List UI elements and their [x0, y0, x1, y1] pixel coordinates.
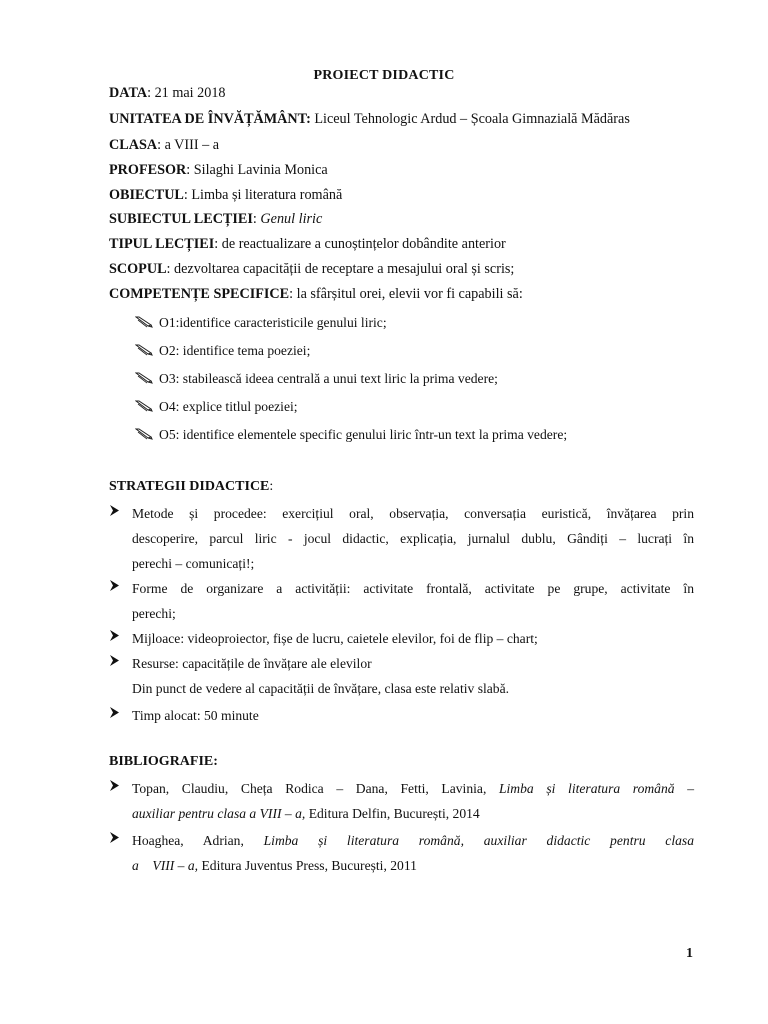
field-data-value: : 21 mai 2018: [147, 85, 226, 101]
objective-text: O5: identifice elementele specific genului liric într-un text la prima vedere;: [159, 427, 568, 442]
ref1-publisher: Editura Delfin, București, 2014: [305, 806, 480, 821]
bullet-timp: [109, 703, 694, 728]
metode-line: perechi – comunicați!;: [132, 556, 255, 571]
field-profesor-value: : Silaghi Lavinia Monica: [186, 162, 328, 178]
ref2-authors: Hoaghea, Adrian,: [132, 833, 264, 848]
field-tipul-label: TIPUL LECȚIEI: [109, 236, 215, 252]
objective-item: [135, 371, 498, 387]
bullet-resurse: [109, 651, 694, 701]
strategii-colon: :: [269, 479, 274, 494]
arrowhead-bullet-icon: [109, 655, 120, 666]
page-number: 1: [686, 946, 693, 961]
mijloace-line: Mijloace: videoproiector, fișe de lucru, caietele elevilor, foi de flip – chart;: [132, 631, 538, 646]
bibliography-line: [132, 853, 694, 878]
objective-item: [135, 399, 298, 415]
pencil-icon: [135, 372, 153, 384]
arrowhead-bullet-icon: [109, 580, 120, 591]
pencil-icon: [135, 400, 153, 412]
arrowhead-bullet-icon: [109, 780, 120, 791]
ref1-authors: Topan, Claudiu, Cheța Rodica – Dana, Fetti, Lavinia,: [132, 781, 499, 796]
objective-text: O3: stabilească ideea centrală a unui text liric la prima vedere;: [159, 371, 498, 386]
field-clasa-label: CLASA: [109, 137, 158, 153]
bibliography-line: [132, 801, 694, 826]
field-subiect-value: Genul liric: [260, 211, 323, 227]
field-clasa: [109, 137, 219, 154]
metode-line: descoperire, parcul liric - jocul didactic, explicația, jurnalul dublu, Gândiți – lucrați în: [132, 531, 694, 546]
field-obiectul-label: OBIECTUL: [109, 187, 184, 203]
field-subiect-sep: :: [252, 211, 261, 227]
field-tipul-value: : de reactualizare a cunoștințelor dobândite anterior: [214, 236, 506, 252]
ref2-publisher: Editura Juventus Press, București, 2011: [198, 858, 417, 873]
arrowhead-bullet-icon: [109, 707, 120, 718]
field-unitate-label: UNITATEA DE ÎNVĂȚĂMÂNT:: [109, 111, 311, 127]
field-unitate: [109, 111, 630, 128]
field-competente: [109, 286, 523, 303]
ref2-title-cont: a VIII – a,: [132, 858, 199, 873]
ref2-title: Limba și literatura română, auxiliar didactic pentru clasa: [263, 833, 694, 848]
field-profesor-label: PROFESOR: [109, 162, 187, 178]
ref1-title-cont: auxiliar pentru clasa a VIII – a,: [132, 806, 306, 821]
strategii-heading: STRATEGII DIDACTICE: [109, 479, 270, 494]
field-unitate-value: Liceul Tehnologic Ardud – Școala Gimnazială Mădăras: [310, 111, 630, 127]
objective-text: O1:identifice caracteristicile genului liric;: [159, 315, 387, 330]
ref1-title: Limba și literatura română –: [498, 781, 694, 796]
bibliography-entry: [109, 828, 694, 878]
field-obiectul: [109, 187, 342, 204]
field-competente-label: COMPETENȚE SPECIFICE: [109, 286, 290, 302]
arrowhead-bullet-icon: [109, 832, 120, 843]
pencil-icon: [135, 344, 153, 356]
field-scopul-value: : dezvoltarea capacității de receptare a mesajului oral și scris;: [166, 261, 515, 277]
resurse-line: Resurse: capacitățile de învățare ale elevilor: [132, 656, 372, 671]
field-scopul-label: SCOPUL: [109, 261, 167, 277]
bullet-metode: [109, 501, 694, 576]
field-clasa-value: : a VIII – a: [157, 137, 220, 153]
section-heading-bibliografie: BIBLIOGRAFIE:: [109, 754, 218, 769]
objective-item: [135, 343, 310, 359]
field-competente-value: : la sfârșitul orei, elevii vor fi capabili să:: [289, 286, 523, 302]
bibliography-line: [132, 776, 694, 801]
arrowhead-bullet-icon: [109, 505, 120, 516]
field-scopul: [109, 261, 514, 278]
field-subiect: [109, 211, 322, 228]
field-tipul: [109, 236, 506, 253]
forme-line: perechi;: [132, 606, 176, 621]
pencil-icon: [135, 428, 153, 440]
bibliography-line: [132, 828, 694, 853]
bibliography-entry: [109, 776, 694, 826]
arrowhead-bullet-icon: [109, 630, 120, 641]
metode-line: Metode și procedee: exercițiul oral, observația, conversația euristică, învățarea prin: [132, 506, 694, 521]
field-data: [109, 85, 226, 102]
objective-item: [135, 315, 387, 331]
objective-item: [135, 427, 567, 443]
forme-line: Forme de organizare a activității: activitate frontală, activitate pe grupe, activitate în: [132, 581, 694, 596]
resurse-line: Din punct de vedere al capacității de învățare, clasa este relativ slabă.: [132, 681, 510, 696]
section-heading-strategii: [109, 479, 273, 495]
timp-line: Timp alocat: 50 minute: [132, 708, 259, 723]
field-subiect-label: SUBIECTUL LECȚIEI: [109, 211, 253, 227]
field-data-label: DATA: [109, 85, 148, 101]
pencil-icon: [135, 316, 153, 328]
field-obiectul-value: : Limba și literatura română: [183, 187, 343, 203]
bullet-forme: [109, 576, 694, 626]
objective-text: O4: explice titlul poeziei;: [159, 399, 298, 414]
objective-text: O2: identifice tema poeziei;: [159, 343, 311, 358]
field-profesor: [109, 162, 328, 179]
document-title: PROIECT DIDACTIC: [313, 68, 455, 83]
bullet-mijloace: [109, 626, 694, 651]
